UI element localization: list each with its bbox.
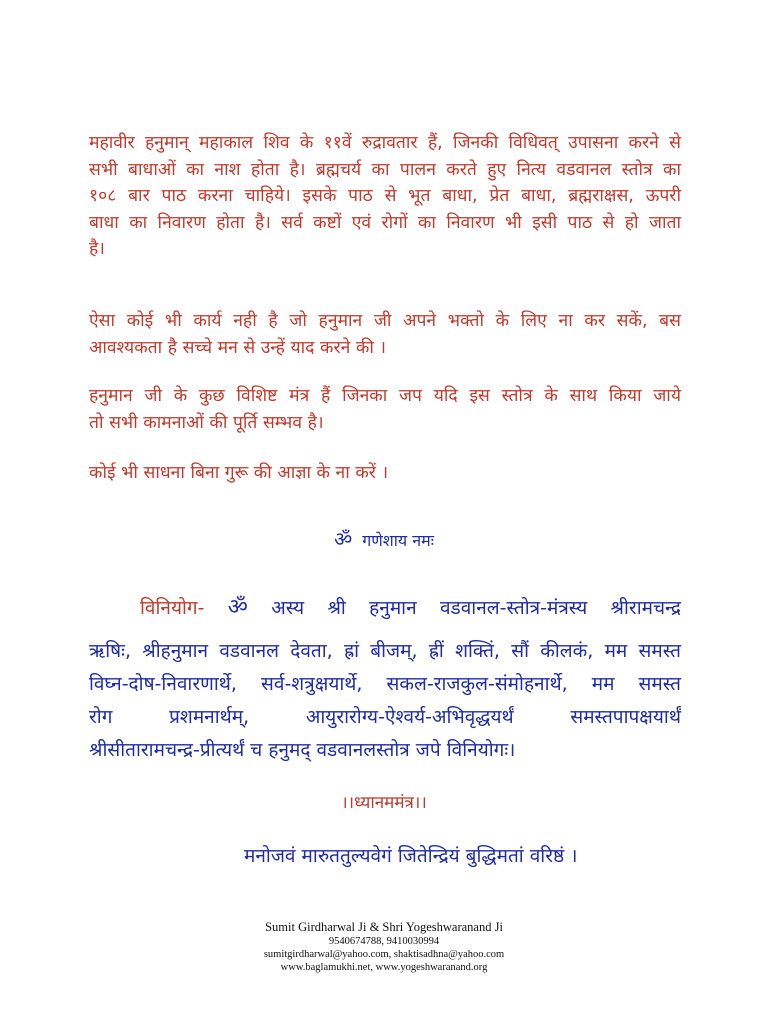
intro-line: १०८ बार पाठ करना चाहिये। इसके पाठ से भूत बाधा, प्रेत बाधा, ब्रह्मराक्षस, ऊपरी: [89, 186, 681, 206]
footer-emails: sumitgirdharwal@yahoo.com, shaktisadhna@yahoo.com: [263, 949, 505, 960]
om-symbol: ॐ: [334, 527, 353, 551]
dhyan-mantra-title: ।।ध्यानममंत्र।।: [341, 793, 427, 813]
intro-line: है।: [89, 239, 105, 259]
invocation-heading: [0, 525, 768, 552]
viniyoga-first-text: अस्य श्री हनुमान वडवानल-स्तोत्र-मंत्रस्य श्रीरामचन्द्र: [271, 597, 682, 619]
viniyoga-line: ऋषिः, श्रीहनुमान वडवानल देवता, ह्रां बीजम्, ह्रीं शक्तिं, सौं कीलकं, मम समस्त: [89, 640, 681, 662]
om-symbol: ॐ: [227, 595, 248, 620]
intro-line: महावीर हनुमान् महाकाल शिव के ११वें रुद्रावतार हैं, जिनकी विधिवत् उपासना करने से: [89, 133, 681, 153]
intro-paragraph-3: [89, 383, 681, 436]
footer-phones: 9540674788, 9410030994: [328, 936, 440, 947]
guru-note-text: कोई भी साधना बिना गुरू की आज्ञा के ना करें ।: [89, 463, 389, 483]
dhyan-mantra-text: मनोजवं मारुततुल्यवेगं जितेन्द्रियं बुद्धिमतां वरिष्ठं ।: [244, 845, 578, 867]
intro-line: बाधा का निवारण होता है। सर्व कष्टों एवं रोगों का निवारण भी इसी पाठ से हो जाता: [89, 212, 681, 233]
intro-line: सभी बाधाओं का नाश होता है। ब्रह्मचर्य का पालन करते हुए नित्य वडवानल स्तोत्र का: [89, 159, 681, 180]
viniyoga-line: विघ्न-दोष-निवारणार्थे, सर्व-शत्रुक्षयार्थे, सकल-राजकुल-संमोहनार्थे, मम समस्त: [89, 673, 681, 695]
footer-names: Sumit Girdharwal Ji & Shri Yogeshwaranand Ji: [265, 920, 503, 934]
invocation-text: गणेशाय नमः: [362, 531, 434, 550]
viniyoga-body: [89, 635, 681, 767]
intro-line: आवश्यकता है सच्चे मन से उन्हें याद करने की ।: [89, 337, 387, 358]
intro-paragraph-2: [89, 308, 681, 361]
intro-paragraph-1: [89, 130, 681, 263]
viniyoga-label: विनियोग-: [140, 597, 205, 619]
intro-line: तो सभी कामनाओं की पूर्ति सम्भव है।: [89, 412, 324, 433]
footer-websites: www.baglamukhi.net, www.yogeshwaranand.org: [280, 962, 488, 973]
viniyoga-first-line: [140, 591, 681, 625]
viniyoga-line: श्रीसीतारामचन्द्र-प्रीत्यर्थं च हनुमद् वडवानलस्तोत्र जपे विनियोगः।: [89, 739, 516, 761]
intro-line: ऐसा कोई भी कार्य नही है जो हनुमान जी अपने भक्तो के लिए ना कर सकें, बस: [89, 311, 681, 331]
page-footer: [0, 919, 768, 974]
viniyoga-line: रोग प्रशमनार्थम्, आयुरारोग्य-ऐश्वर्य-अभिवृद्धयर्थं समस्तपापक्षयार्थं: [89, 706, 681, 728]
intro-line: हनुमान जी के कुछ विशिष्ट मंत्र हैं जिनका जप यदि इस स्तोत्र के साथ किया जाये: [89, 386, 681, 406]
guru-note: [89, 460, 681, 487]
